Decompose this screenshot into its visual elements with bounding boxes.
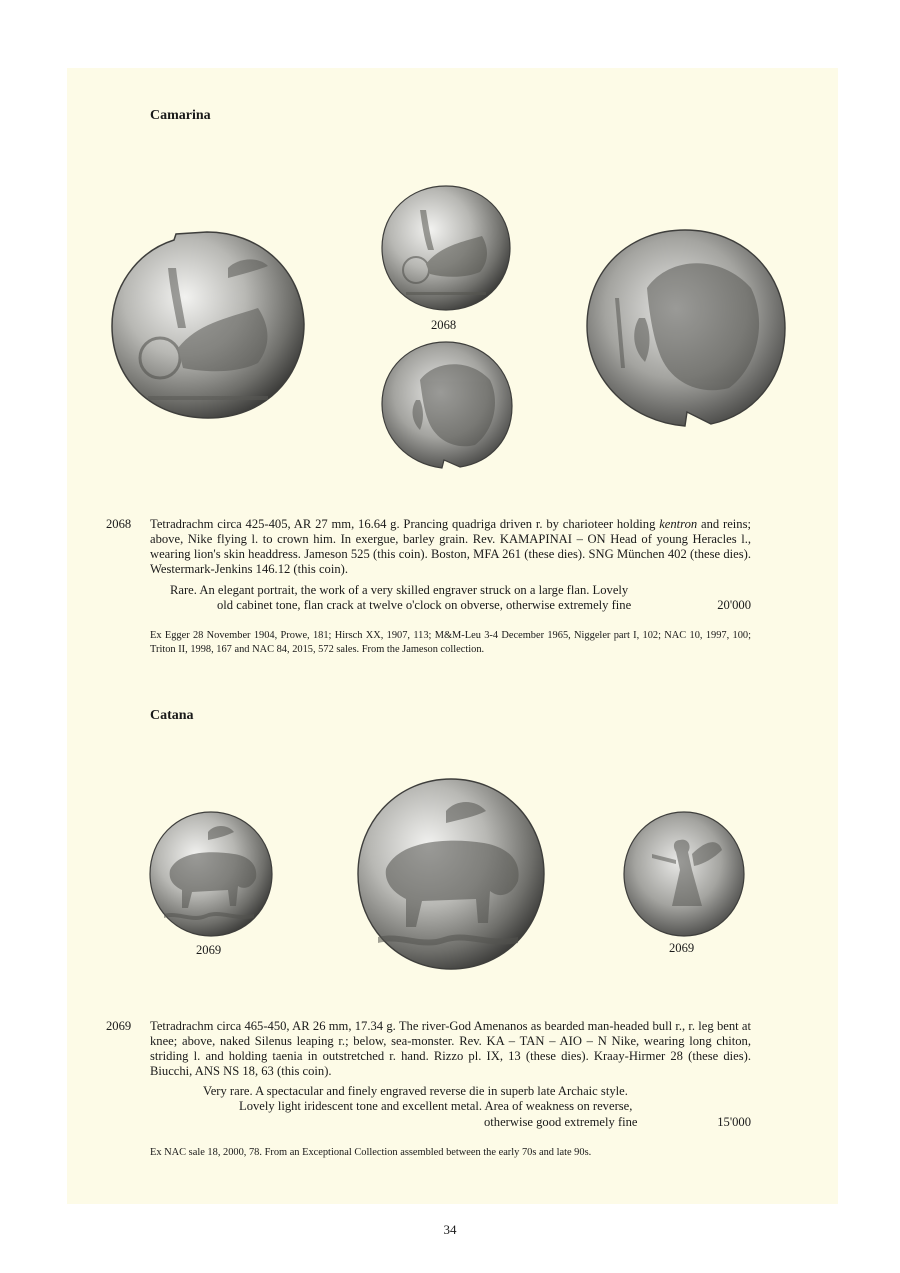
section-title-catana: Catana — [150, 708, 194, 723]
lot-description-2068 — [150, 517, 751, 577]
condition-2069-line-1: Very rare. A spectacular and finely engraved reverse die in superb late Archaic style. — [203, 1084, 628, 1098]
coin-label-2068: 2068 — [431, 318, 457, 332]
provenance-2069: Ex NAC sale 18, 2000, 78. From an Exceptional Collection assembled between the early 70s and late 90s. — [150, 1147, 592, 1158]
provenance-2068: Ex Egger 28 November 1904, Prowe, 181; Hirsch XX, 1907, 113; M&M-Leu 3-4 December 1965, Niggeler part I, 102; NAC 10, 1997, 100; Triton II, 1998, 167 and NAC 84, 2015, 572 sales. From the Jameson collection. — [150, 630, 751, 655]
coin-label-2069-right: 2069 — [669, 941, 695, 955]
price-2069: 15'000 — [717, 1115, 751, 1129]
condition-line-2: old cabinet tone, flan crack at twelve o'clock on obverse, otherwise extremely fine — [217, 598, 632, 612]
lot-description-2069 — [150, 1019, 751, 1079]
coin-2068-reverse — [380, 340, 514, 470]
description-lead: Tetradrachm circa 425-405, AR 27 mm, 16.64 g. Prancing quadriga driven r. by charioteer holding — [150, 517, 660, 531]
lot-number-2068: 2068 — [106, 517, 132, 531]
condition-2069-line-3: otherwise good extremely fine — [484, 1115, 638, 1129]
description-italic-term: kentron — [659, 517, 698, 531]
coin-2069-obverse-enlarged — [356, 777, 546, 971]
description-rest: and reins; above, Nike flying l. to crown him. In exergue, barley grain. Rev. KAMAPINAI – ON Head of young Heracles l., wearing lion's skin headdress. Jameson 525 (this coin). Boston, MFA 261 (these dies). SNG München 402 (these dies). Westermark-Jenkins 146.12 (this coin). — [150, 517, 751, 576]
coin-2069-reverse — [622, 810, 746, 938]
price-2068: 20'000 — [717, 598, 751, 612]
coin-label-2069-left: 2069 — [196, 943, 222, 957]
condition-2069-line-2: Lovely light iridescent tone and excellent metal. Area of weakness on reverse, — [239, 1099, 633, 1113]
condition-line-1: Rare. An elegant portrait, the work of a very skilled engraver struck on a large flan. Lovely — [170, 583, 629, 597]
lot-number-2069: 2069 — [106, 1019, 132, 1033]
section-title-camarina: Camarina — [150, 108, 211, 123]
page-number: 34 — [443, 1222, 457, 1237]
coin-2068-obverse — [380, 184, 512, 312]
description-2069-text: Tetradrachm circa 465-450, AR 26 mm, 17.34 g. The river-God Amenanos as bearded man-headed bull r., r. leg bent at knee; above, naked Silenus leaping r.; below, sea-monster. Rev. KA – TAN – AIO – N Nike, wearing long chiton, striding l. and holding taenia in outstretched r. hand. Rizzo pl. IX, 13 (these dies). Kraay-Hirmer 28 (these dies). Biucchi, ANS NS 18, 63 (this coin). — [150, 1019, 751, 1078]
coin-2068-obverse-enlarged — [108, 228, 306, 422]
coin-2068-reverse-enlarged — [585, 228, 787, 428]
coin-2069-obverse — [148, 810, 274, 938]
